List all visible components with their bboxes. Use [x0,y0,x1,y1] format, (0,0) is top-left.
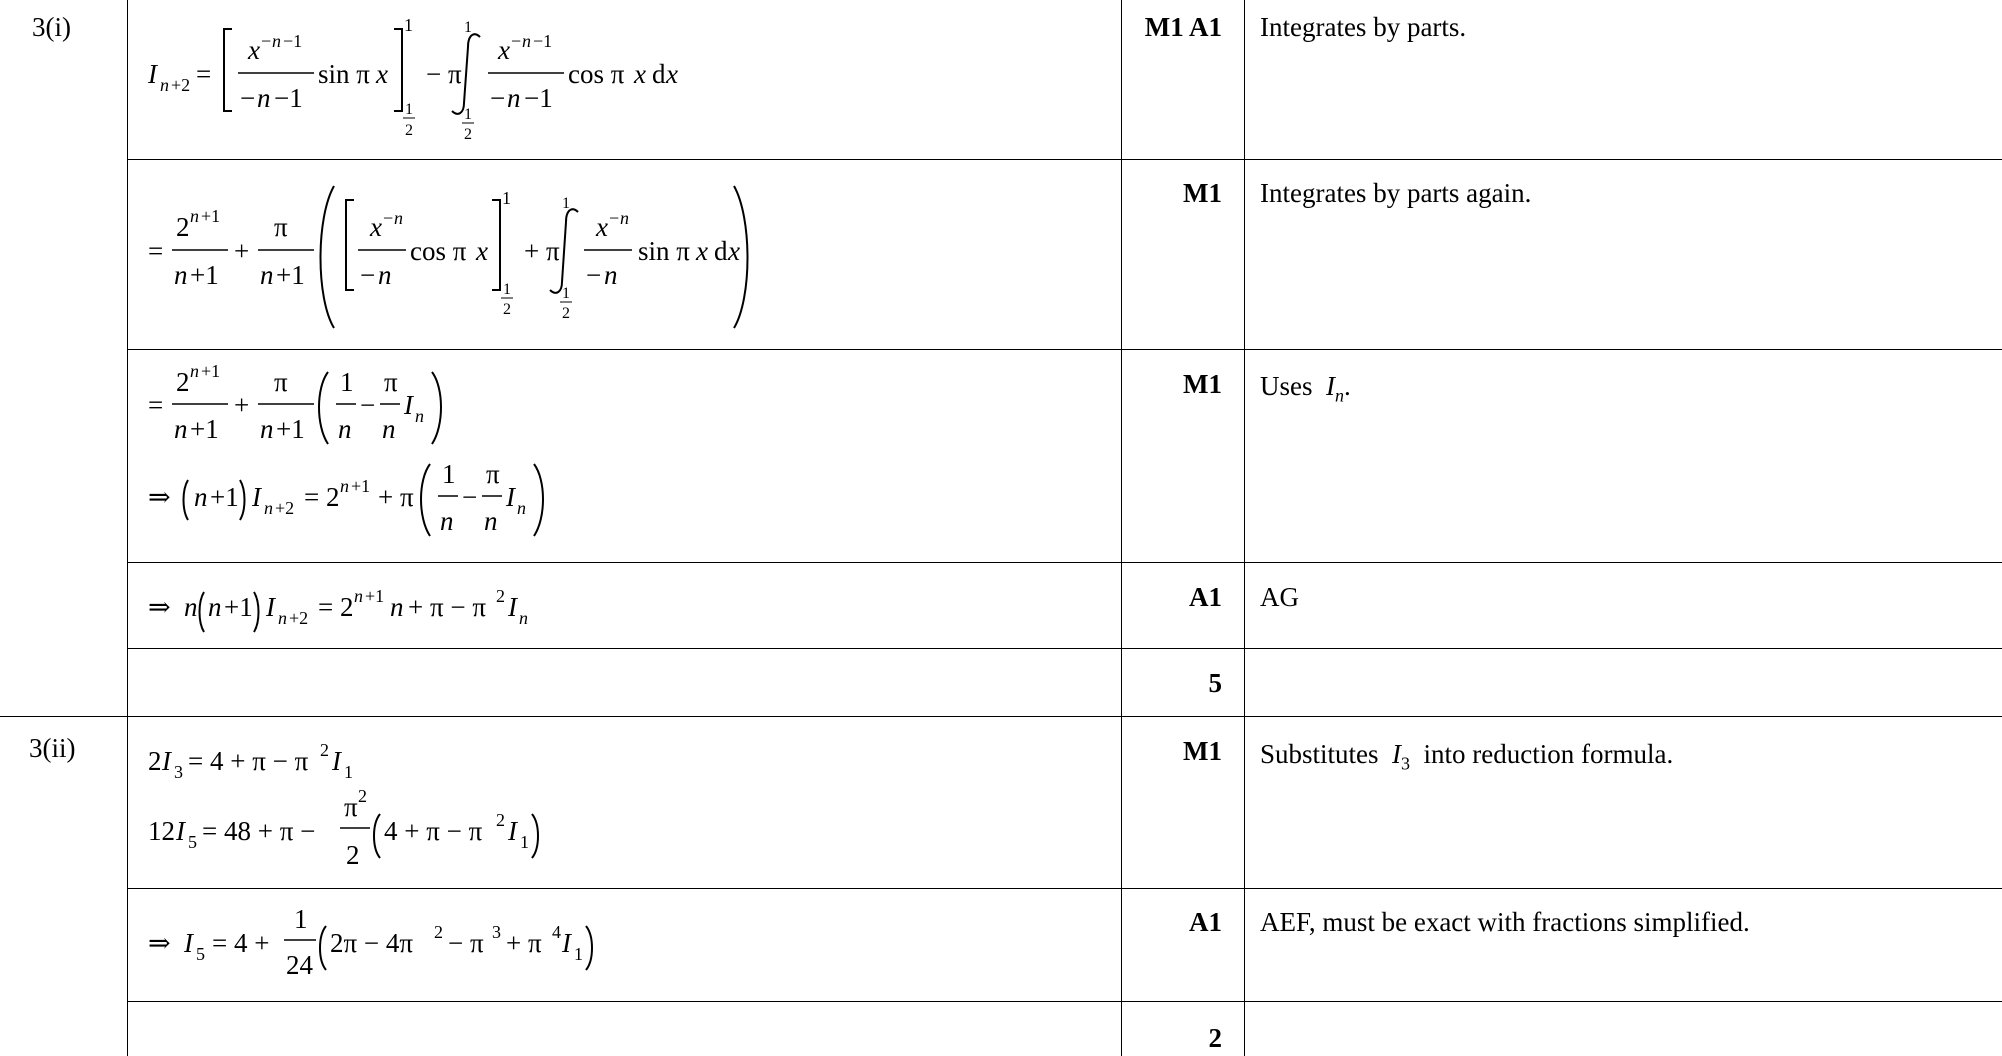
svg-text:+1: +1 [201,206,221,226]
svg-text:n: n [604,260,618,290]
svg-text:5: 5 [188,832,197,852]
svg-text:x: x [248,35,260,65]
svg-text:+: + [234,390,250,420]
svg-text:n: n [517,498,526,518]
mark-cell: A1 [1189,907,1222,937]
svg-text:−1: −1 [274,83,303,113]
svg-text:n: n [278,608,287,628]
svg-text:+: + [234,236,250,266]
svg-text:5: 5 [196,944,205,964]
guidance-suffix: into reduction formula. [1423,739,1674,769]
svg-text:I: I [176,816,185,846]
svg-text:4: 4 [552,922,561,942]
svg-text:− π: − π [448,928,484,958]
svg-text:+1: +1 [351,476,371,496]
svg-text:x: x [376,59,388,89]
row-line [127,159,2002,160]
svg-text:n: n [440,506,454,536]
svg-text:x: x [498,35,510,65]
svg-text:1: 1 [344,762,353,782]
svg-text:+1: +1 [224,592,253,622]
svg-text:−: − [383,208,394,228]
svg-text:x: x [728,236,740,266]
svg-text:−1: −1 [283,31,303,51]
svg-text:x: x [476,236,488,266]
svg-text:+1: +1 [201,364,221,381]
svg-text:n: n [382,414,396,444]
svg-text:24: 24 [286,950,313,980]
svg-text:+ π: + π [378,482,414,512]
svg-text:n: n [260,260,274,290]
svg-text:n: n [272,31,281,51]
equation-i5-result [144,908,624,988]
svg-text:1: 1 [574,944,583,964]
svg-text:−: − [609,208,620,228]
svg-text:n: n [174,414,188,444]
guidance-text: AEF, must be exact with fractions simplified. [1260,907,1750,937]
svg-text:x: x [370,212,382,242]
svg-text:= 2: = 2 [318,592,354,622]
svg-text:π: π [448,59,462,89]
svg-text:I: I [508,592,517,622]
svg-text:1: 1 [442,459,456,489]
svg-text:I: I [508,816,517,846]
mark-cell: M1 [1183,736,1222,766]
svg-text:+: + [524,236,540,266]
svg-text:I: I [148,59,157,89]
mark-cell: M1 [1183,369,1222,399]
svg-text:n: n [378,260,392,290]
svg-text:π: π [486,459,500,489]
svg-text:2: 2 [346,840,360,870]
mark-cell: M1 [1183,178,1222,208]
svg-text:+1: +1 [190,414,219,444]
svg-text:cos π: cos π [410,236,467,266]
svg-text:n: n [208,592,222,622]
svg-text:+2: +2 [275,498,295,518]
equation-uses-in [144,364,624,554]
guidance-text: Integrates by parts again. [1260,178,1532,208]
svg-text:⇒: ⇒ [148,592,171,622]
svg-text:1: 1 [503,281,511,298]
svg-text:−: − [490,83,506,113]
svg-text:1: 1 [464,19,472,36]
svg-text:2: 2 [496,586,505,606]
guidance-text: Integrates by parts. [1260,12,1467,42]
svg-text:2: 2 [562,305,570,322]
svg-text:I: I [404,390,413,420]
svg-text:n: n [190,206,199,226]
svg-text:+1: +1 [365,586,385,606]
question-label: 3(i) [32,12,71,42]
svg-text:I: I [162,746,171,776]
svg-text:I: I [252,482,261,512]
svg-text:−: − [240,83,256,113]
svg-text:n: n [340,476,349,496]
svg-text:n: n [390,592,404,622]
svg-text:−: − [462,482,478,512]
total-mark: 5 [1208,668,1222,698]
svg-text:n: n [620,208,629,228]
svg-text:−: − [360,260,376,290]
svg-text:4 + π − π: 4 + π − π [384,816,483,846]
guidance-var: I [1326,371,1335,401]
guidance-prefix: Substitutes [1260,739,1379,769]
svg-text:d: d [714,236,728,266]
svg-text:π: π [384,367,398,397]
mark-cell: A1 [1189,582,1222,612]
svg-text:2: 2 [503,301,511,318]
svg-text:−: − [426,59,442,89]
svg-text:sin π: sin π [638,236,690,266]
svg-text:I: I [506,482,515,512]
row-line [127,648,2002,649]
row-line [127,888,2002,889]
svg-text:n: n [260,414,274,444]
svg-text:−: − [511,31,522,51]
svg-text:1: 1 [562,195,570,212]
svg-text:n: n [190,364,199,381]
row-line [127,562,2002,563]
svg-text:2: 2 [496,810,505,830]
svg-text:+2: +2 [171,75,191,95]
svg-text:sin π: sin π [318,59,370,89]
svg-text:1: 1 [294,908,308,934]
svg-text:=: = [196,59,212,89]
svg-text:x: x [596,212,608,242]
svg-text:I: I [332,746,341,776]
svg-text:2: 2 [434,922,443,942]
svg-text:1: 1 [520,832,529,852]
svg-text:+ π: + π [506,928,542,958]
svg-text:n: n [257,83,271,113]
svg-text:⇒: ⇒ [148,482,171,512]
svg-text:2: 2 [358,786,367,806]
svg-text:1: 1 [502,188,511,208]
svg-text:1: 1 [404,15,413,35]
guidance-text: AG [1260,582,1299,612]
svg-text:=: = [148,390,164,420]
svg-text:x: x [666,59,678,89]
svg-text:3: 3 [492,922,501,942]
svg-text:1: 1 [464,106,472,123]
svg-text:+1: +1 [276,260,305,290]
svg-text:2: 2 [320,740,329,760]
svg-text:⇒: ⇒ [148,928,171,958]
guidance-sub: n [1335,385,1344,406]
svg-text:−1: −1 [533,31,553,51]
svg-text:2: 2 [176,212,190,242]
svg-text:= 4 + π − π: = 4 + π − π [188,746,309,776]
guidance-sub: 3 [1401,753,1411,774]
svg-text:+2: +2 [289,608,309,628]
svg-text:1: 1 [562,285,570,302]
svg-text:2: 2 [148,746,162,776]
svg-text:d: d [652,59,666,89]
svg-text:π: π [274,212,288,242]
svg-text:n: n [338,414,352,444]
svg-text:−1: −1 [524,83,553,113]
svg-text:3: 3 [174,762,183,782]
svg-text:+1: +1 [210,482,239,512]
guidance-text [1260,739,1673,774]
svg-text:I: I [184,928,193,958]
equation-substitution [144,736,604,876]
svg-text:π: π [546,236,560,266]
row-line [127,1001,2002,1002]
svg-text:= 48 + π −: = 48 + π − [202,816,316,846]
svg-text:1: 1 [340,367,354,397]
svg-text:= 4 +: = 4 + [212,928,270,958]
equation-second-integration [144,178,764,338]
svg-text:+ π − π: + π − π [408,592,486,622]
row-line [0,716,2002,717]
svg-text:12: 12 [148,816,175,846]
equation-result-ag [144,580,604,636]
svg-text:I: I [562,928,571,958]
total-mark: 2 [1208,1023,1222,1053]
svg-text:−: − [261,31,272,51]
svg-text:n: n [354,586,363,606]
svg-text:=: = [148,236,164,266]
svg-text:n: n [484,506,498,536]
svg-text:2: 2 [464,126,472,143]
svg-text:π: π [344,792,358,822]
equation-integration-by-parts [144,15,704,145]
svg-text:cos π: cos π [568,59,625,89]
guidance-prefix: Uses [1260,371,1313,401]
svg-text:= 2: = 2 [304,482,340,512]
svg-text:n: n [507,83,521,113]
svg-text:n: n [194,482,208,512]
svg-text:+1: +1 [276,414,305,444]
svg-text:n: n [415,406,424,426]
svg-text:+1: +1 [190,260,219,290]
svg-text:I: I [266,592,275,622]
svg-text:2: 2 [405,122,413,139]
svg-text:n: n [184,592,198,622]
svg-text:−: − [360,390,376,420]
guidance-text [1260,371,1351,406]
svg-text:x: x [696,236,708,266]
svg-text:n: n [160,75,169,95]
svg-text:n: n [264,498,273,518]
mark-cell: M1 A1 [1144,12,1222,42]
svg-text:2π − 4π: 2π − 4π [330,928,413,958]
svg-text:n: n [174,260,188,290]
svg-text:n: n [394,208,403,228]
svg-text:n: n [519,608,528,628]
svg-text:n: n [522,31,531,51]
row-line [127,349,2002,350]
svg-text:−: − [586,260,602,290]
svg-text:π: π [274,367,288,397]
svg-text:1: 1 [405,101,413,118]
svg-text:2: 2 [176,367,190,397]
question-label: 3(ii) [29,733,76,763]
guidance-var: I [1392,739,1402,769]
svg-text:x: x [634,59,646,89]
guidance-suffix: . [1344,371,1351,401]
